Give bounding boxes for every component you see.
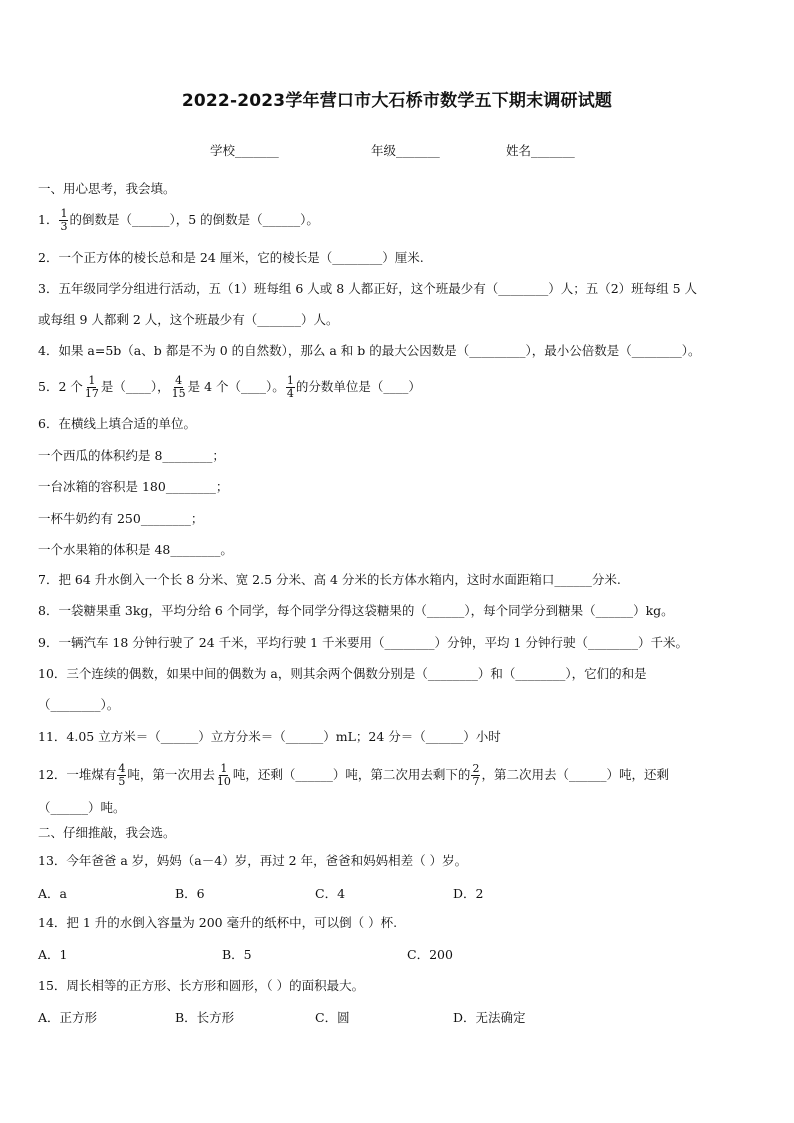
q14-option-c: C．200 — [407, 947, 453, 962]
question-6-item: 一个西瓜的体积约是 8________； — [38, 448, 225, 463]
q5-fraction-1: $\frac{1}{17}$ — [84, 374, 99, 400]
name-field: 姓名_______ — [506, 143, 575, 158]
q13-option-d: D．2 — [453, 886, 484, 901]
q14-option-a: A．1 — [38, 947, 68, 962]
question-3-line-1: 3．五年级同学分组进行活动，五（1）班每组 6 人或 8 人都正好，这个班最少有（________）人；五（2）班每组 5 人 — [38, 281, 698, 296]
question-5: 5．2 个 $\frac{1}{17}$ 是（____）， $\frac{4}{15}$ 是 4 个（____）。 $\frac{1}{4}$ 的分数单位是（____） — [38, 374, 421, 400]
q15-option-d: D．无法确定 — [453, 1010, 526, 1025]
question-12-line-2: （______）吨。 — [38, 800, 126, 815]
grade-field: 年级_______ — [371, 143, 440, 158]
question-15-stem: 15．周长相等的正方形、长方形和圆形，（ ）的面积最大。 — [38, 978, 365, 993]
q1-text: 的倒数是（______），5 的倒数是（______）。 — [69, 212, 319, 227]
question-6-item: 一杯牛奶约有 250________； — [38, 511, 204, 526]
question-14-stem: 14．把 1 升的水倒入容量为 200 毫升的纸杯中，可以倒（ ）杯. — [38, 915, 398, 930]
q13-option-c: C．4 — [315, 886, 346, 901]
question-4: 4．如果 a=5b（a、b 都是不为 0 的自然数），那么 a 和 b 的最大公因数是（_________），最小公倍数是（________）。 — [38, 343, 701, 358]
question-13-stem: 13．今年爸爸 a 岁，妈妈（a－4）岁，再过 2 年，爸爸和妈妈相差（ ）岁。 — [38, 853, 468, 868]
question-7: 7．把 64 升水倒入一个长 8 分米、宽 2.5 分米、高 4 分米的长方体水箱内，这时水面距箱口______分米. — [38, 572, 621, 587]
question-12: 12．一堆煤有 $\frac{4}{5}$ 吨，第一次用去 $\frac{1}{10}$ 吨，还剩（______）吨，第二次用去剩下的 $\frac{2}{7}$ ，第二次用去（______）吨，还剩 — [38, 762, 669, 788]
question-8: 8．一袋糖果重 3kg，平均分给 6 个同学，每个同学分得这袋糖果的（______），每个同学分到糖果（______）kg。 — [38, 603, 674, 618]
q13-option-a: A．a — [38, 886, 67, 901]
q15-option-c: C．圆 — [315, 1010, 350, 1025]
question-10-line-1: 10．三个连续的偶数，如果中间的偶数为 a，则其余两个偶数分别是（________）和（________），它们的和是 — [38, 666, 647, 681]
section-heading-fill: 一、用心思考，我会填。 — [38, 181, 176, 196]
q1-fraction: $\frac{1}{3}$ — [60, 207, 68, 233]
question-11: 11．4.05 立方米＝（______）立方分米＝（______）mL；24 分＝（______）小时 — [38, 729, 501, 744]
q15-option-a: A．正方形 — [38, 1010, 98, 1025]
q12-fraction-1: $\frac{4}{5}$ — [118, 762, 126, 788]
question-2: 2．一个正方体的棱长总和是 24 厘米，它的棱长是（________）厘米. — [38, 250, 424, 265]
question-6-stem: 6．在横线上填合适的单位。 — [38, 416, 196, 431]
school-field: 学校_______ — [210, 143, 279, 158]
question-10-line-2: （________）。 — [38, 697, 120, 712]
question-1 — [38, 208, 319, 233]
q15-option-b: B．长方形 — [175, 1010, 235, 1025]
question-6-item: 一台冰箱的容积是 180________； — [38, 479, 229, 494]
question-6-item: 一个水果箱的体积是 48________。 — [38, 542, 233, 557]
question-9: 9．一辆汽车 18 分钟行驶了 24 千米，平均行驶 1 千米要用（________）分钟，平均 1 分钟行驶（________）千米。 — [38, 635, 688, 650]
section-heading-choice: 二、仔细推敲，我会选。 — [38, 825, 176, 840]
page-title: 2022-2023学年营口市大石桥市数学五下期末调研试题 — [181, 91, 613, 111]
q12-fraction-2: $\frac{1}{10}$ — [216, 762, 231, 788]
q14-option-b: B．5 — [222, 947, 252, 962]
q12-fraction-3: $\frac{2}{7}$ — [472, 762, 480, 788]
q1-number: 1． — [38, 212, 59, 227]
q13-option-b: B．6 — [175, 886, 205, 901]
q5-fraction-3: $\frac{1}{4}$ — [286, 374, 294, 400]
q5-fraction-2: $\frac{4}{15}$ — [171, 374, 186, 400]
question-3-line-2: 或每组 9 人都剩 2 人，这个班最少有（_______）人。 — [38, 312, 339, 327]
